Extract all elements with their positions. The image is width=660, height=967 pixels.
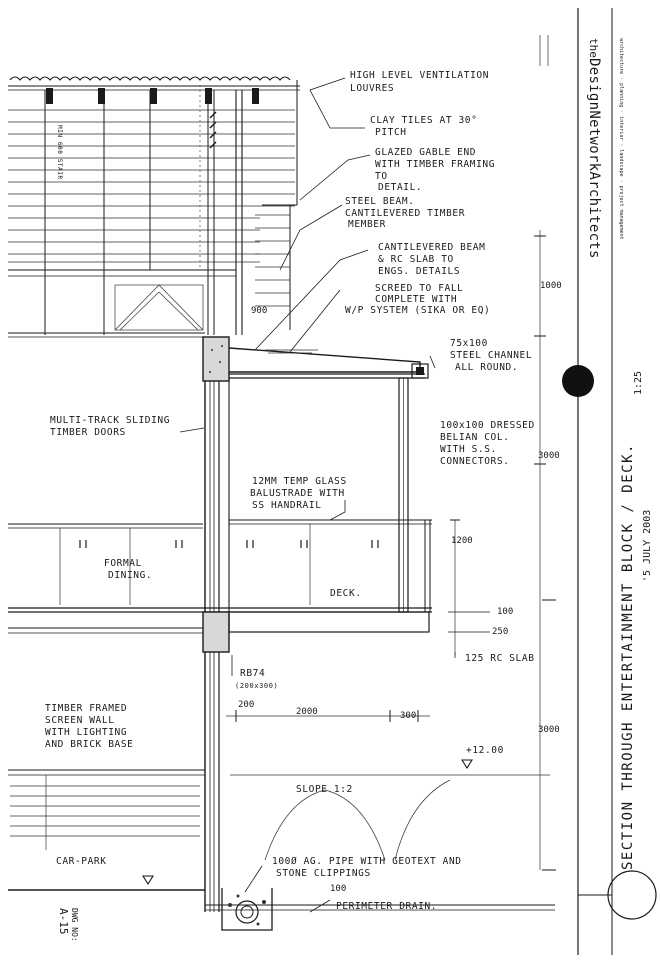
dim-300: 300 <box>400 711 417 721</box>
dim-1200: 1200 <box>451 536 473 546</box>
tiles-label: CLAY TILES AT 30° PITCH <box>370 115 478 138</box>
dim-100-lower: 100 <box>330 884 347 894</box>
drain-label: PERIMETER DRAIN. <box>336 901 438 912</box>
deck-label: DECK. <box>330 588 362 599</box>
doors-label: MULTI-TRACK SLIDING TIMBER DOORS <box>50 415 171 438</box>
screen-wall-label: TIMBER FRAMED SCREEN WALL WITH LIGHTING AND BRICK BASE <box>45 703 134 750</box>
scale-text: 1:25 <box>633 370 644 395</box>
dim-250: 250 <box>492 627 509 637</box>
glass-label: 12MM TEMP GLASS BALUSTRADE WITH SS HANDRAIL <box>250 476 347 511</box>
dining-label: FORMAL DINING. <box>104 558 153 581</box>
post-label: 100x100 DRESSED BELIAN COL. WITH S.S. CONNECTORS. <box>440 420 535 467</box>
dim-2000: 2000 <box>296 707 318 717</box>
dim-1000: 1000 <box>540 281 562 291</box>
pipe-label: 100Ø AG. PIPE WITH GEOTEXT AND STONE CLIPPINGS <box>272 856 462 879</box>
deck-slab <box>8 608 432 652</box>
channel-label: 75x100 STEEL CHANNEL ALL ROUND. <box>450 338 533 373</box>
dwg-no-label: DWG NO: <box>70 908 79 942</box>
screed-label: SCREED TO FALL COMPLETE WITH W/P SYSTEM (SIKA OR EQ) <box>345 283 491 316</box>
dwg-no: A-15 <box>57 908 70 935</box>
dim-200: 200 <box>238 700 255 710</box>
cantilever-label: CANTILEVERED BEAM & RC SLAB TO ENGS. DETAILS <box>378 242 486 277</box>
firm-name-text: DesignNetworkArchitects <box>586 58 602 259</box>
car-park-label: CAR-PARK <box>56 856 107 867</box>
firm-name <box>586 38 624 259</box>
dimension-lines <box>226 230 556 870</box>
firm-services: architecture · planning · interior · landscape · project management <box>618 38 624 240</box>
deck-post <box>399 378 408 612</box>
stair-note: MIN 600 STAIR <box>56 125 63 180</box>
dim-100: 100 <box>497 607 514 617</box>
dim-3000-lower: 3000 <box>538 725 560 735</box>
glass-balustrade <box>8 520 432 612</box>
title-text: SECTION THROUGH ENTERTAINMENT BLOCK / DECK. <box>620 443 636 870</box>
firm-prefix: the <box>587 38 600 58</box>
dim-3000-upper: 3000 <box>538 451 560 461</box>
rb-label: RB74 (200x300) <box>235 668 279 690</box>
slab-label: 125 RC SLAB <box>465 653 535 664</box>
level-label: +12.00 <box>466 745 504 756</box>
date-text: '5 JULY 2003 <box>642 509 653 582</box>
upper-floor <box>8 85 242 337</box>
slope-label: SLOPE 1:2 <box>296 784 353 795</box>
cantilever-slab <box>203 337 428 381</box>
ground-level <box>8 760 555 930</box>
ventilation-label: HIGH LEVEL VENTILATION LOUVRES <box>350 70 490 94</box>
steel-beam-label: STEEL BEAM. CANTILEVERED TIMBER MEMBER <box>345 196 466 230</box>
roof-structure <box>8 77 300 330</box>
gable-label: GLAZED GABLE END WITH TIMBER FRAMING TO DETAIL. <box>375 147 496 193</box>
dim-900: 900 <box>251 306 268 316</box>
logo-dot <box>562 365 594 397</box>
